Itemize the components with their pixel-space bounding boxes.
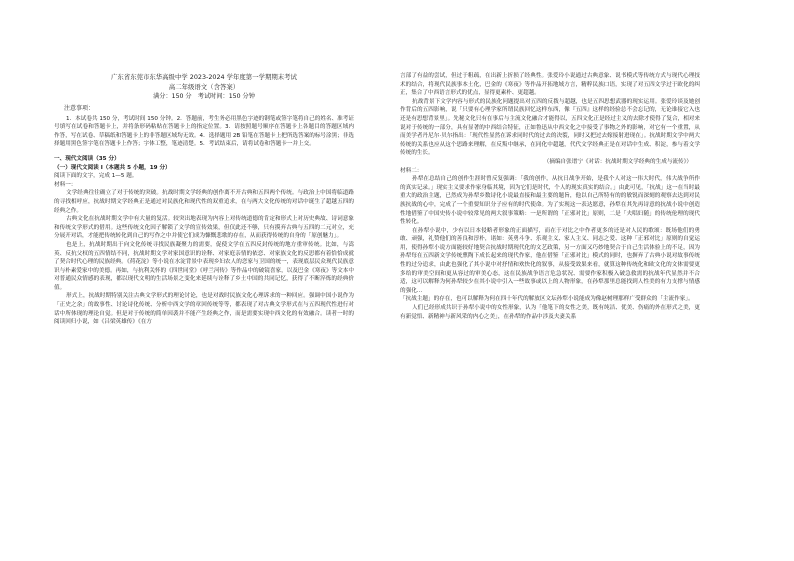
notice-title: 注意事项： <box>64 105 95 112</box>
paragraph: 孙犁在总结自己的创作生涯时曾反复强调：「我的创作，从抗日战争开始，是我个人对这一伟大时代，伟大战争所作的真实记录。」现实主义要求作家身临其境，因为它们是时代，个人的现实真实的结合。」由此可见，「抗战」这一在当时最重大的政治主题，已然成为孙犁乡数诗化小说最直接和最主要的题旨，他以自己所特有的的敏锐而深刻的观察去达到对民族抗战的心中，完成了一个重要知识分子应有的时代使命。为了实现这一表达愿意，孙犁在其先再诗意的抗战小说中创造性地借鉴了中国史传小说中较常见的两大叙事策略：一是所谓的「正邪对比」原则，二是「夫唱妇随」的传统伦理的现代性转化。 <box>400 176 700 226</box>
paragraph: 言部了有益的尝试，但过于粗疏，在出新上折损了经典性。张爱玲小说通过古典意象、说书模式等传统方式与现代心理技术的结合，将现代民族事本土化，巴金的《寒夜》等作品开拓地域方言，精粹民族口语，实现了对五四文学过于欧化的纠正，集合了中西语言形式的优点，显得更素朴、更超越。 <box>400 73 700 97</box>
source-citation: （摘编自张谱宁《对话：抗战时期文学经典的生成与流传》） <box>543 158 692 165</box>
right-column <box>400 72 700 321</box>
exam-header <box>54 72 354 102</box>
left-column <box>54 72 354 327</box>
paragraph: 「抗战主题」的存在，也可以解释为何在四十年代的解放区文坛孙犁小说能成为像赵树理那样广受群众的「主流作家」。 <box>400 296 694 303</box>
paragraph: 也是上，抗战时期出于向文化传统寻找民族凝聚力的需要，促使文学在五四反封传统的地方重审传统。比如，与嵩英、反抗父权的五四情结不同，抗战时期文学对家国意识的诠释、对家庭亲情的依恋、对家族文化的反思都有着恰恰成就了契合时代心理的民族经典。《荷花淀》等小说在水淀背景中表现乡妇农人的恋家与卫国的统一，表现底层民众现代民族意识与朴素爱家中的美德。再如，与抗利关怀的《四世同堂》《呼兰河传》等作品中的破镜喜家，以及巴金《寒夜》等文本中对普通民众情感的表现，都以现代文明的生活场景之变化来延续与诠释了乡土中国的共同记忆，获得了不断淬炼的经典价值。 <box>54 241 354 291</box>
section-title: 一、现代文阅读（35 分） <box>54 155 120 162</box>
score-time: 满分：150 分 考试时间：150 分钟 <box>153 93 255 100</box>
paragraph: 抗战背景下文学内容与形式的民族化问题提出对五四的反拨与超越，也是五四思想武器的现实运用。张爱玲谈及她创作背后的五四影响，说「只要有心理学家所谓民族回忆这样东西，像『五四』这样的经验总不会忘记的，无论谁接它入也还是有思想背景里」。先秘文化只有在事后与主流文化融合才能得以，五四文化正是经过主义的去除才使得了复合，相对来说对于传统的一部分，具有显著的中西结合特征，正如鲁迅从中西文化之中接受了事物之外的影响，对它有一个重置，从而美学者丹尼尔·贝尔指出：「现代性显然在诉求同时代的过去的决裂，同时又把过去嫁接射进现在」。抗战时期文学中两大传统的关系也应从这个思路来理解，在反叛中继承，在同化中超越，代代文学经典正是在对话中生成、积淀，参与着文学传统的生长。 <box>400 98 700 157</box>
material2-label: 材料二： <box>400 167 423 174</box>
school-title: 广东省东莞市东华高级中学 2023-2024 学年度第一学期期末考试 <box>111 73 297 81</box>
instruction: 阅读下面的文字，完成 1—5 题。 <box>54 173 138 180</box>
subsection-title: （一）现代文阅读 I（本题共 5 小题，19 分） <box>54 164 171 171</box>
paragraph: 在孙犁小说中，少有以日本侵略者形象的正面描写，而在于对比之中作者更多的还是对人民的歌颂：既场他们的勇敢、顽强，礼赞他们的善良和淳朴，诸如：英勇斗争、乐观主义、家人主义、同志之爱、这种「正邪对比」原则的自觉运用，使得孙犁小说方面能较好地契合抗战时期现代化的文艺政策，另一方面又巧妙地契合于自己生活体验上的不足，因为孙犁每在五四新文学传统熏陶下成长起来的现代作家，他在借鉴「正邪对比」模式的同时，也摒弃了古典小说对故事传统性的过分追求，由此也强化了其小说中对抒情和欢快化的叙事，从接受效果来看，就算这种传统化和欧文化的文体需要更多给的审美空间和更从容过的审美心态，这在民族战争语言危急状况、需要作家积极入破急救需的抗战年代显然并不合适，这可以解释为何孙犁较少在其小说中引入一些故事或以上的人物形象，在孙犁那里总能找到人性美的有力支撑与情感的强化... <box>400 227 700 294</box>
paragraph: 文学经典往往确立了对于传统的突破。抗战时期文学经典的创作离不开古典和五四两个传统。与政治上中国将临道路的寻找相呼应，抗战时期文学经典正是通过对民族化和现代性的双重追求，在与两大文化传统的对话中诞生了超越五四的经典之作。 <box>54 190 354 214</box>
notice-body: 1．本试卷共 150 分，考试时间 150 分钟。2．答题前，考生务必用黑色字迹的钢笔或签字笔将自己的姓名、准考证号填写在试卷和答题卡上，并将条形码粘贴在答题卡上的指定位置。3．请按照题号顺序在答题卡上各题目的答题区域内作答，写在试卷、草稿纸和答题卡上的非答题区域均无效。4．选择题用 2B 铅笔在答题卡上把所选答案的标号涂黑；非选择题用黑色签字笔在答题卡上作答；字体工整，笔迹清楚。5．考试结束后，请将试卷和答题卡一并上交。 <box>54 115 354 148</box>
paragraph: 人们已经形成共识于孙犁小说中的女性形象，认为「他笔下的女性之美，既有纯洁、优美、伤痛的外在形式之美，更有新觉悟、新精神与新风采的内心之美」，在孙犁的作品中涉及夫妻关系 <box>400 305 700 320</box>
grade-title: 高二年级语文（含答案） <box>168 83 240 91</box>
paragraph: 形式上，抗战时期特别关注古典文学形式的理论讨论，也是对战时民族文化心理诉求的一种回应。强调中国小说作为「正史之余」的故事性、讨论诗化传统、分析中西文学的章回传统等等，都表现了对古典文学形式在与五四现代性进行对话中所体现的理论自觉。但是对于传统的简单因袭并不能产生经典之作，而是需要实现中西文化的有效融合。读者一时的阅读回归小说，如《吕梁英雄传》《在方 <box>54 293 354 326</box>
material1-label: 材料一： <box>54 181 77 188</box>
paragraph: 古典文化在抗战时期文学中有大量的复活。较突出地表现为内容上对传统道德的肯定和形式上对历史典故、诗词意象和传统文学形式的借用。这些传统文化因子解锁了文学的宣传效果，但仅此还不够，只有摸弃古典与五四的二元对立，充分展开对话，才能把传统转化到自己的写作之中并使它们成为慷慨悲歌的存在，从而获得传统的自身的「原创魅力」。 <box>54 216 354 240</box>
